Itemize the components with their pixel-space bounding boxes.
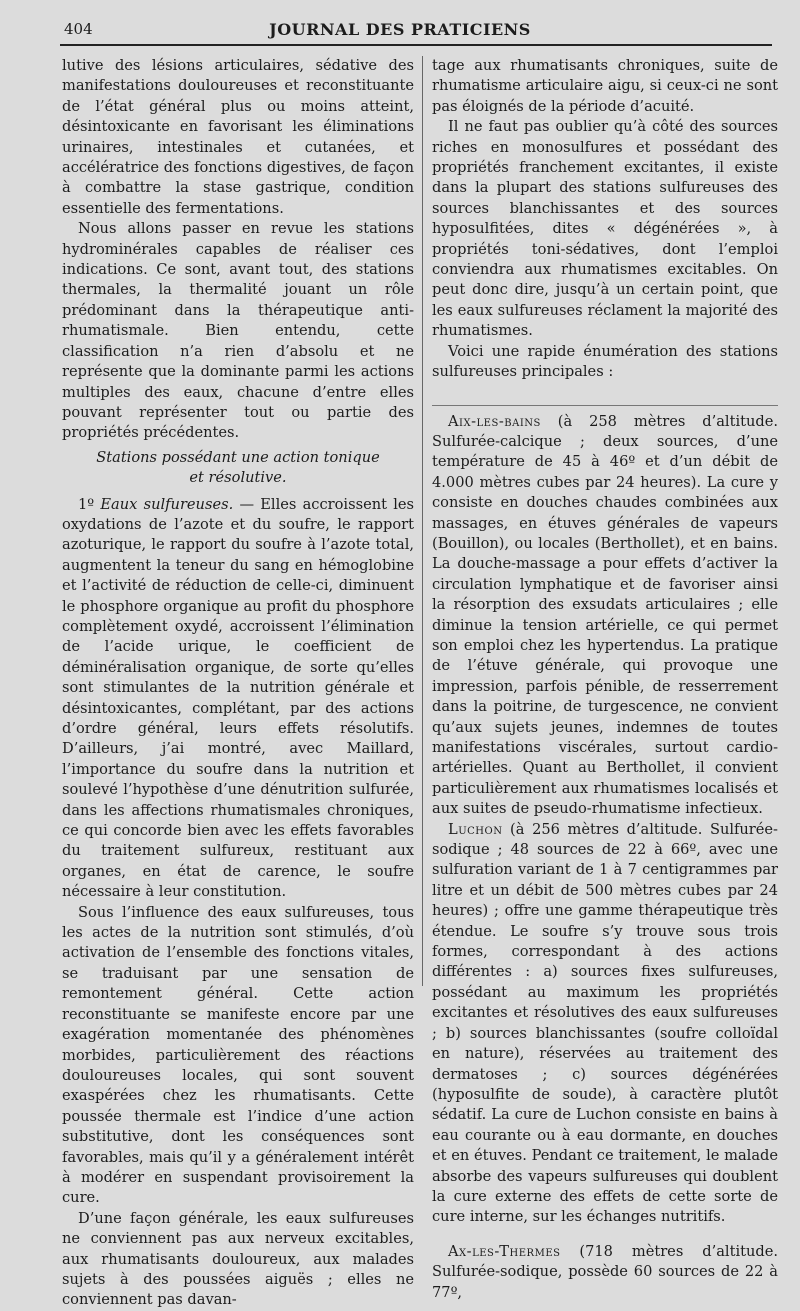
paragraph: tage aux rhumatisants chroniques, suite de rhumatisme articulaire aigu, si ceux-ci ne sont pas éloignés de la période d’acuité. [432,57,778,115]
station-name: Ax-les-Thermes [448,1242,561,1260]
journal-title: JOURNAL DES PRATICIENS [269,20,531,39]
station-text: (718 mètres d’altitude. Sulfurée-sodique, possède 60 sources de 22 à 77º, [432,1242,778,1301]
subheading-line: Stations possédant une action tonique [96,448,380,466]
item-title: Eaux sulfureuses. [100,495,234,513]
station-entry [432,820,778,1228]
subheading-line: et résolutive. [189,469,287,487]
paragraph: D’une façon générale, les eaux sulfureuses ne conviennent pas aux nerveux excitables, aux rhumatisants douloureux, aux malades sujets à des poussées aiguës ; elles ne conviennent pas davan- [62,1209,414,1309]
header-rule [60,44,772,46]
page-header [0,14,800,44]
right-column [432,56,778,1303]
spacer [432,1228,778,1242]
section-separator [432,383,778,406]
page-number: 404 [64,20,93,38]
column-divider [422,56,423,986]
station-entry [432,1242,778,1303]
station-text: (à 258 mètres d’altitude. Sulfurée-calcique ; deux sources, d’une température de 45 à 46º et d’un débit de 4.000 mètres cubes par 24 heures). La cure y consiste en douches chaudes combinées aux massages, en étuves générales de vapeurs (Bouillon), ou locales (Berthollet), et en bains. La douche-massage a pour effets d’activer la circulation lymphatique et de favoriser ainsi la résorption des exsudats articulaires ; elle diminue la tension artérielle, ce qui permet son emploi chez les hypertendus. La pratique de l’étuve générale, qui provoque une impression, parfois pénible, de resserrement dans la poitrine, de turgescence, ne convient qu’aux sujets jeunes, indemnes de toutes manifestations viscérales, surtout cardio-artérielles. Quant au Berthollet, il convient particulièrement aux rhumatismes localisés et aux suites de pseudo-rhumatisme infectieux. [432,412,778,818]
paragraph: Nous allons passer en revue les stations hydrominérales capables de réaliser ces indications. Ce sont, avant tout, des stations thermales, la thermalité jouant un rôle prédominant dans la thérapeutique anti-rhumatismale. Bien entendu, cette classification n’a rien d’absolu et ne représente que la dominante parmi les actions multiples des eaux, chacune d’entre elles pouvant représenter tout ou partie des propriétés précédentes. [62,220,414,442]
item-number: 1º [78,495,101,513]
paragraph: lutive des lésions articulaires, sédative des manifestations douloureuses et reconstituante de l’état général plus ou moins atteint, désintoxicante en favorisant les éliminations urinaires, intestinales et cutanées, et accélératrice des fonctions digestives, de façon à combattre la stase gastrique, condition essentielle des fermentations. [62,57,414,217]
paragraph: Sous l’influence des eaux sulfureuses, tous les actes de la nutrition sont stimulés, d’où activation de l’ensemble des fonctions vitales, se traduisant par une sensation de remontement général. Cette action reconstituante se manifeste encore par une exagération momentanée des phénomènes morbides, particulièrement des réactions douloureuses locales, qui sont souvent exaspérées chez les rhumatisants. Cette poussée thermale est l’indice d’une action substitutive, dont les conséquences sont favorables, mais qu’il y a généralement intérêt à modérer en suspendant provisoirement la cure. [62,903,414,1207]
item-text: — Elles accroissent les oxydations de l’azote et du soufre, le rapport azoturique, le rapport du soufre à l’azote total, augmentent la teneur du sang en hémoglobine et l’activité de réduction de celle-ci, diminuent le phosphore organique au profit du phosphore complètement oxydé, accroissent l’élimination de l’acide urique, le coefficient de déminéralisation organique, de sorte qu’elles sont stimulantes de la nutrition générale et désintoxicantes, complétant, par des actions d’ordre général, leurs effets résolutifs. D’ailleurs, j’ai montré, avec Maillard, l’importance du soufre dans la nutrition et soulevé l’hypothèse d’une dénutrition sulfurée, dans les affections rhumatismales chroniques, ce qui concorde bien avec les effets favorables du traitement sulfureux, restituant aux organes, en état de carence, le soufre nécessaire à leur constitution. [62,495,414,901]
paragraph: Il ne faut pas oublier qu’à côté des sources riches en monosulfures et possédant des propriétés franchement excitantes, il existe dans la plupart des stations sulfureuses des sources blanchissantes et des sources hyposulfitées, dites « dégénérées », à propriétés toni-sédatives, dont l’emploi conviendra aux rhumatismes excitables. On peut donc dire, jusqu’à un certain point, que les eaux sulfureuses réclament la majorité des rhumatismes. [432,118,778,340]
station-text: (à 256 mètres d’altitude. Sulfurée-sodique ; 48 sources de 22 à 66º, avec une sulfuration variant de 1 à 7 centigrammes par litre et un débit de 500 mètres cubes par 24 heures) ; offre une gamme thérapeutique très étendue. Le soufre s’y trouve sous trois formes, correspondant à des actions différentes : a) sources fixes sulfureuses, possédant au maximum les propriétés excitantes et résolutives des eaux sulfureuses ; b) sources blanchissantes (soufre colloïdal en nature), réservées au traitement des dermatoses ; c) sources dégénérées (hyposulfite de soude), à caractère plutôt sédatif. La cure de Luchon consiste en bains à eau courante ou à eau dormante, en douches et en étuves. Pendant ce traitement, le malade absorbe des vapeurs sulfureuses qui doublent la cure externe des effets de cette sorte de cure interne, sur les échanges nutritifs. [432,820,778,1226]
section-subheading [62,448,414,489]
station-name: Luchon [448,820,503,838]
station-name: Aix-les-bains [448,412,541,430]
station-entry [432,412,778,820]
paragraph: Voici une rapide énumération des stations sulfureuses principales : [432,342,778,381]
paragraph [62,495,414,903]
left-column [62,56,414,1311]
